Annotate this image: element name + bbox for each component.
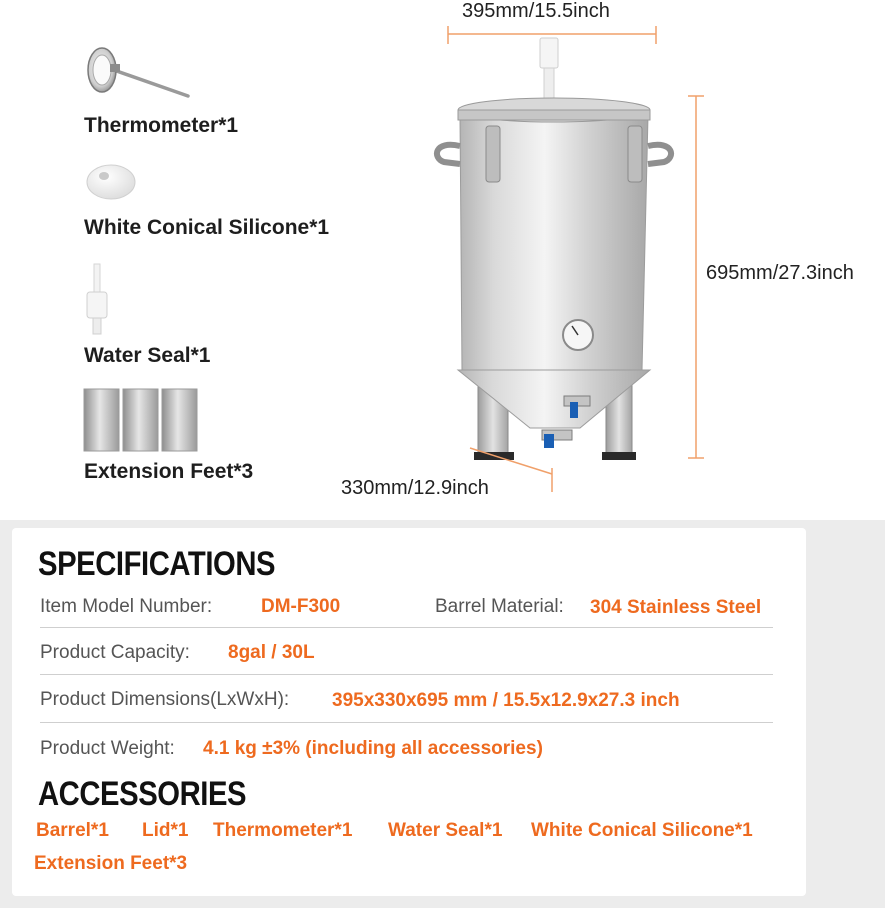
width-dimension-label: 395mm/15.5inch	[462, 0, 610, 22]
divider	[40, 722, 773, 723]
thermometer-label: Thermometer*1	[84, 114, 239, 137]
accessory-item: Extension Feet*3	[34, 853, 188, 874]
model-label: Item Model Number:	[40, 596, 213, 617]
accessory-item: Barrel*1	[36, 820, 109, 841]
specifications-title: SPECIFICATIONS	[38, 545, 276, 583]
model-value: DM-F300	[261, 596, 341, 617]
accessory-item: Thermometer*1	[213, 820, 353, 841]
capacity-value: 8gal / 30L	[228, 642, 315, 663]
extension-feet-icon	[83, 388, 198, 452]
accessory-item: Lid*1	[142, 820, 189, 841]
dimensions-label: Product Dimensions(LxWxH):	[40, 689, 290, 710]
extension-feet-label: Extension Feet*3	[84, 460, 254, 483]
water-seal-icon	[84, 262, 110, 338]
weight-value: 4.1 kg ±3% (including all accessories)	[203, 738, 543, 759]
accessory-item: White Conical Silicone*1	[531, 820, 753, 841]
accessory-item: Water Seal*1	[388, 820, 503, 841]
divider	[40, 674, 773, 675]
weight-label: Product Weight:	[40, 738, 175, 759]
depth-dimension-label: 330mm/12.9inch	[341, 477, 489, 499]
accessories-title: ACCESSORIES	[38, 775, 247, 813]
capacity-label: Product Capacity:	[40, 642, 190, 663]
silicone-cone-icon	[84, 158, 138, 202]
material-value: 304 Stainless Steel	[590, 597, 762, 618]
water-seal-label: Water Seal*1	[84, 344, 211, 367]
height-dimension-line	[684, 94, 708, 462]
width-dimension-line	[440, 20, 660, 50]
fermenter-image	[420, 30, 690, 470]
divider	[40, 627, 773, 628]
silicone-label: White Conical Silicone*1	[84, 216, 330, 239]
thermometer-icon	[80, 44, 195, 106]
dimensions-value: 395x330x695 mm / 15.5x12.9x27.3 inch	[332, 690, 680, 711]
material-label: Barrel Material:	[435, 596, 564, 617]
height-dimension-label: 695mm/27.3inch	[706, 262, 854, 284]
